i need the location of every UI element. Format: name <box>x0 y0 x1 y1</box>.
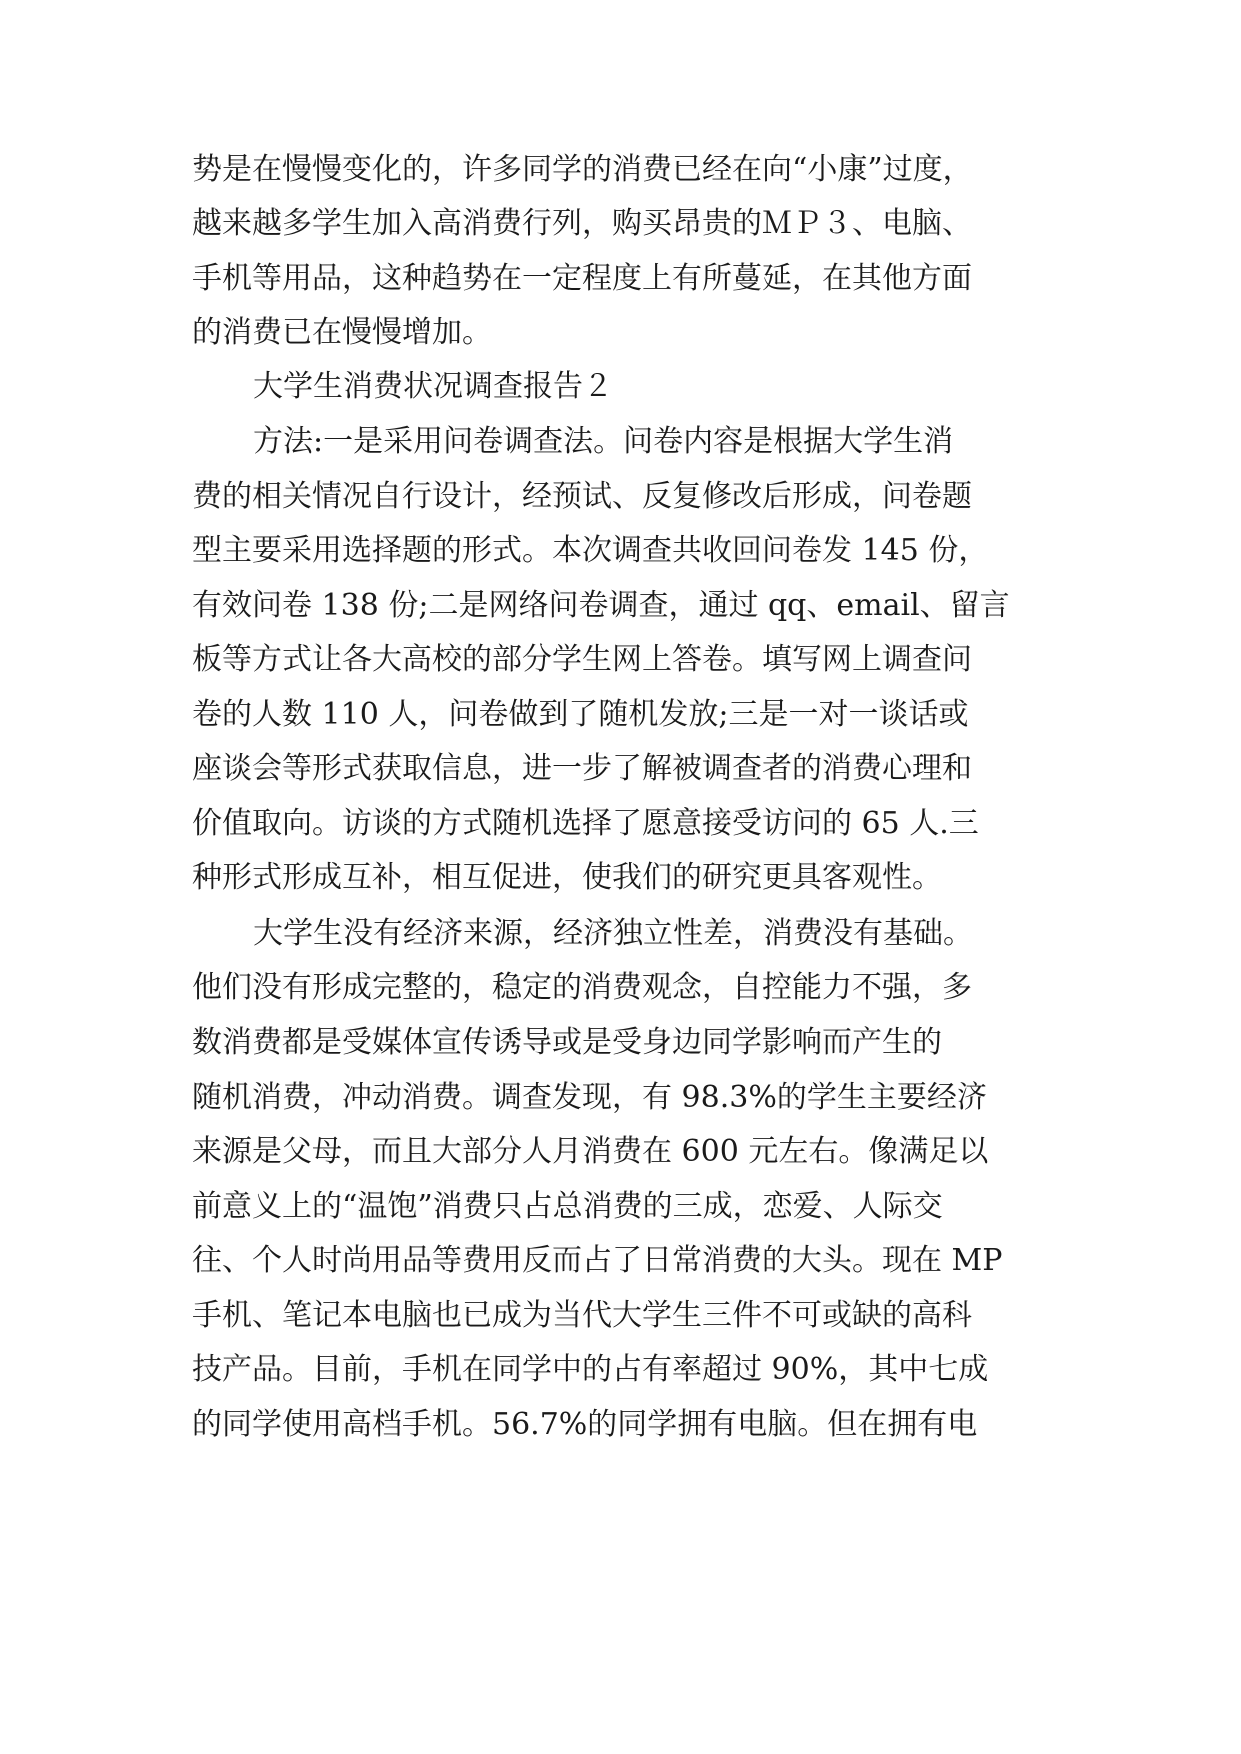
text-line: 型主要采用选择题的形式。本次调查共收回问卷发 145 份， <box>192 533 989 568</box>
text-line: 卷的人数 110 人，问卷做到了随机发放;三是一对一谈话或 <box>192 697 969 732</box>
text-line: 价值取向。访谈的方式随机选择了愿意接受访问的 65 人.三 <box>192 806 979 841</box>
text-line: 手机等用品，这种趋势在一定程度上有所蔓延，在其他方面 <box>192 261 972 296</box>
text-line: 大学生没有经济来源，经济独立性差，消费没有基础。 <box>253 916 973 951</box>
text-line: 板等方式让各大高校的部分学生网上答卷。填写网上调查问 <box>192 642 972 677</box>
text-line: 技产品。目前，手机在同学中的占有率超过 90%，其中七成 <box>192 1352 989 1387</box>
text-line: 他们没有形成完整的，稳定的消费观念，自控能力不强，多 <box>192 970 972 1005</box>
text-line: 越来越多学生加入高消费行列，购买昂贵的ＭＰ３、电脑、 <box>192 206 972 241</box>
text-line: 的同学使用高档手机。56.7%的同学拥有电脑。但在拥有电 <box>192 1407 978 1442</box>
text-line: 前意义上的“温饱”消费只占总消费的三成，恋爱、人际交 <box>192 1189 943 1224</box>
text-line: 方法:一是采用问卷调查法。问卷内容是根据大学生消 <box>253 424 954 459</box>
text-line: 种形式形成互补，相互促进，使我们的研究更具客观性。 <box>192 860 942 895</box>
text-line: 势是在慢慢变化的，许多同学的消费已经在向“小康”过度， <box>192 152 973 187</box>
text-line: 手机、笔记本电脑也已成为当代大学生三件不可或缺的高科 <box>192 1298 972 1333</box>
text-line: 随机消费，冲动消费。调查发现，有 98.3%的学生主要经济 <box>192 1080 987 1115</box>
text-line: 的消费已在慢慢增加。 <box>192 315 492 350</box>
section-heading: 大学生消费状况调查报告２ <box>253 369 613 404</box>
text-line: 往、个人时尚用品等费用反而占了日常消费的大头。现在 MP <box>192 1243 1003 1278</box>
text-line: 来源是父母，而且大部分人月消费在 600 元左右。像满足以 <box>192 1134 989 1169</box>
text-line: 座谈会等形式获取信息，进一步了解被调查者的消费心理和 <box>192 751 972 786</box>
text-line: 费的相关情况自行设计，经预试、反复修改后形成，问卷题 <box>192 479 972 514</box>
text-line: 数消费都是受媒体宣传诱导或是受身边同学影响而产生的 <box>192 1025 942 1060</box>
text-line: 有效问卷 138 份;二是网络问卷调查，通过 qq、email、留言 <box>192 588 1010 623</box>
